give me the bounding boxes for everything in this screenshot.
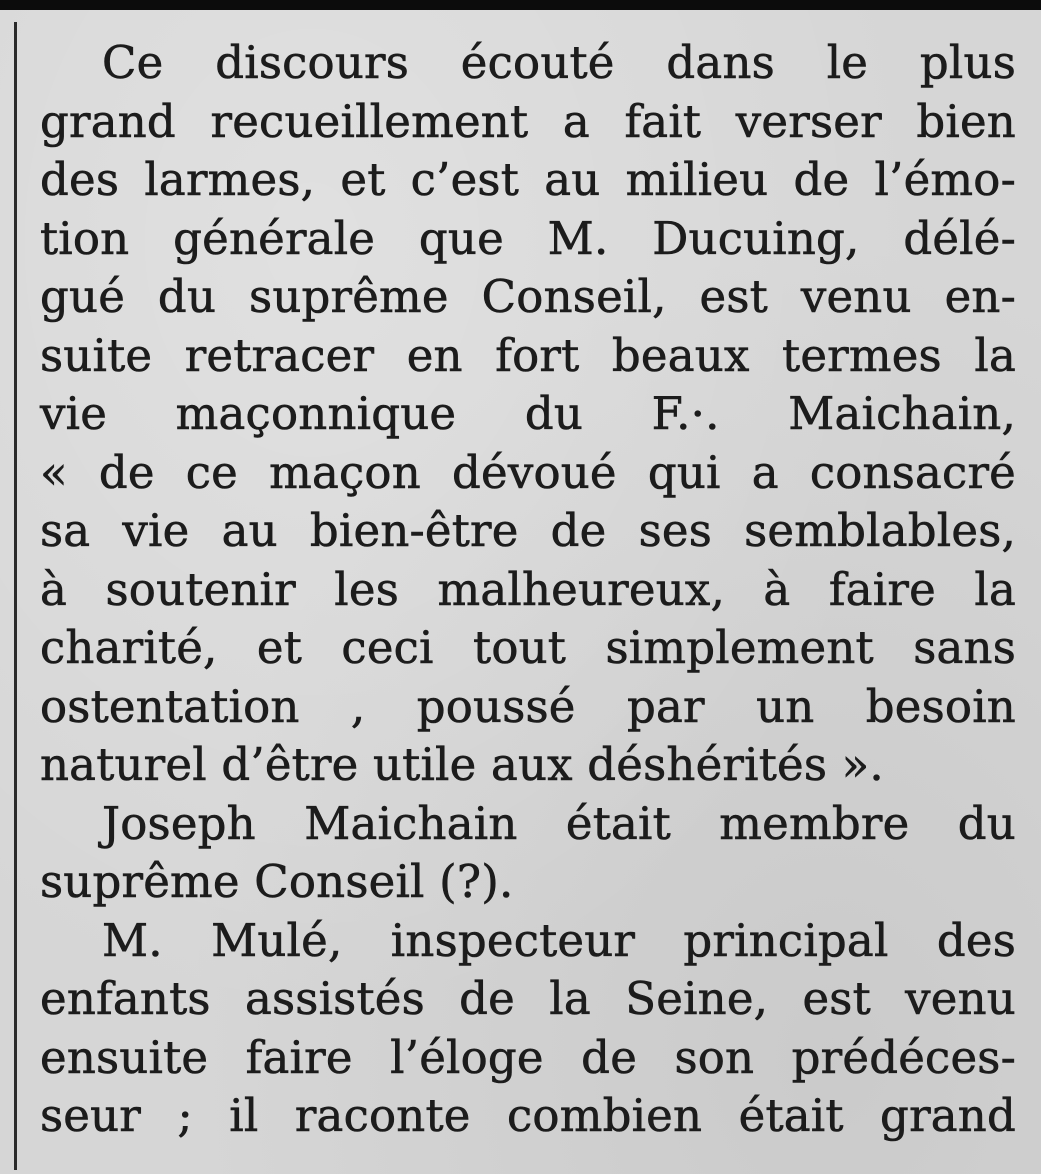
text-line: vie maçonnique du F.·. Maichain, — [40, 387, 1016, 440]
text-line: tion générale que M. Ducuing, délé- — [40, 211, 1016, 265]
article-column — [40, 34, 1016, 1146]
text-line: charité, et ceci tout simplement sans — [40, 621, 1016, 674]
paragraph — [40, 912, 1016, 1146]
column-rule — [14, 22, 17, 1170]
text-line: à soutenir les malheureux, à faire la — [40, 562, 1016, 616]
text-line: seur ; il raconte combien était grand — [40, 1089, 1016, 1142]
newspaper-clipping — [0, 10, 1041, 1174]
paragraph — [40, 34, 1016, 795]
text-line: enfants assistés de la Seine, est venu — [40, 972, 1016, 1025]
text-line: « de ce maçon dévoué qui a consacré — [40, 445, 1016, 499]
text-line: suprême Conseil (?). — [40, 855, 514, 908]
text-line: sa vie au bien-être de ses semblables, — [40, 504, 1016, 557]
text-line: ensuite faire l’éloge de son prédéces- — [40, 1030, 1016, 1084]
text-line: naturel d’être utile aux déshérités ». — [40, 738, 884, 791]
text-line: Joseph Maichain était membre du — [102, 796, 1016, 850]
text-line: M. Mulé, inspecteur principal des — [102, 913, 1016, 967]
text-line: gué du suprême Conseil, est venu en- — [40, 270, 1016, 323]
text-line: ostentation , poussé par un besoin — [40, 679, 1016, 733]
text-line: grand recueillement a fait verser bien — [40, 94, 1016, 148]
paragraph — [40, 795, 1016, 912]
text-line: suite retracer en fort beaux termes la — [40, 328, 1016, 382]
text-line: des larmes, et c’est au milieu de l’émo- — [40, 153, 1016, 206]
text-line: Ce discours écouté dans le plus — [102, 36, 1016, 89]
